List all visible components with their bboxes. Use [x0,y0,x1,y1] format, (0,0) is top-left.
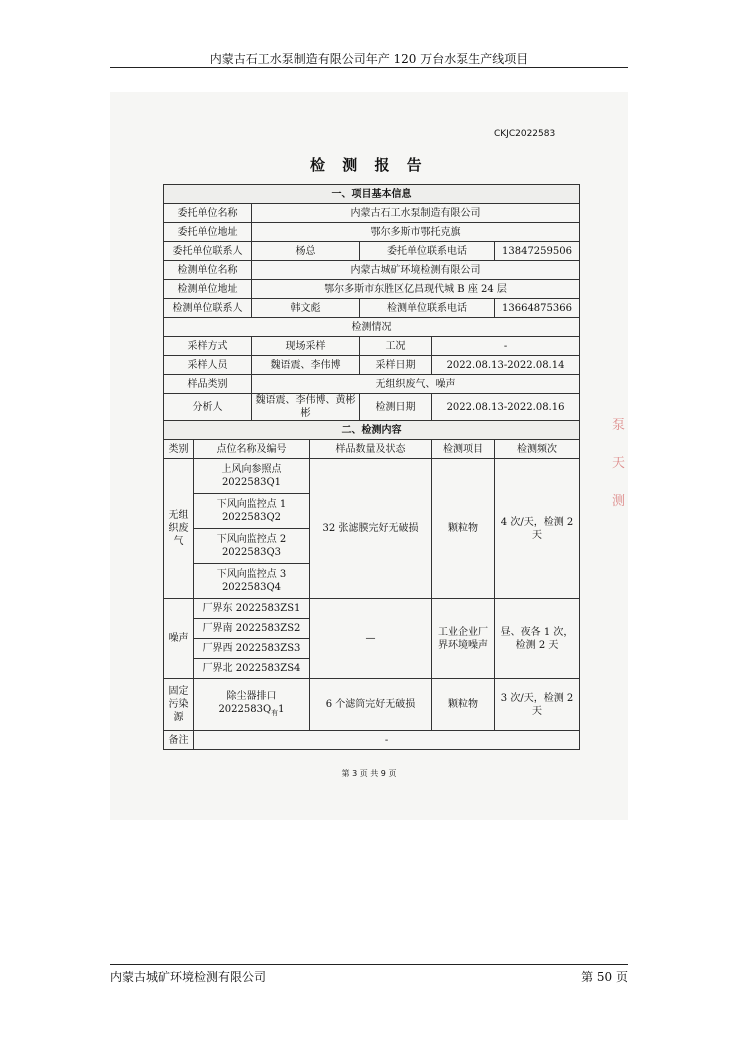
label: 检测单位名称 [164,261,252,280]
column-header: 类别 [164,440,194,459]
label: 委托单位地址 [164,223,252,242]
point-code-suffix: 1 [278,703,285,715]
value: - [432,337,580,356]
value: 韩文彪 [252,299,360,318]
value: 13847259506 [495,242,580,261]
label: 检测单位联系人 [164,299,252,318]
point-code: 2022583Q [218,703,272,715]
point: 厂界北 2022583ZS4 [194,659,310,679]
point-name: 除尘器排口 [226,690,277,702]
sample-qty: — [310,599,432,679]
column-header: 样品数量及状态 [310,440,432,459]
label: 委托单位联系人 [164,242,252,261]
test-frequency: 4 次/天，检测 2 天 [495,459,580,599]
report-id: CKJC2022583 [494,129,556,139]
section-basic-info: 一、项目基本信息 [164,185,580,204]
label: 工况 [360,337,432,356]
section-situation: 检测情况 [164,318,580,337]
point-code-subscript: 有 [271,708,279,717]
value: 内蒙古城矿环境检测有限公司 [252,261,580,280]
label: 检测单位地址 [164,280,252,299]
value: 2022.08.13-2022.08.16 [432,394,580,421]
point: 厂界东 2022583ZS1 [194,599,310,619]
header-divider [110,67,628,68]
category-noise: 噪声 [164,599,194,679]
point [194,679,310,731]
remark-label: 备注 [164,731,194,750]
footer-divider [110,964,628,965]
footer-page-number: 第 50 页 [581,970,628,984]
test-frequency: 昼、夜各 1 次，检测 2 天 [495,599,580,679]
label: 采样人员 [164,356,252,375]
footer-company: 内蒙古城矿环境检测有限公司 [110,970,267,984]
test-item: 颗粒物 [432,679,495,731]
value: 魏语震、李伟博 [252,356,360,375]
test-item: 工业企业厂界环境噪声 [432,599,495,679]
label: 检测单位联系电话 [360,299,495,318]
value: 2022.08.13-2022.08.14 [432,356,580,375]
point: 下风向监控点 3 2022583Q4 [194,564,310,599]
point: 厂界南 2022583ZS2 [194,619,310,639]
label: 委托单位名称 [164,204,252,223]
label: 采样日期 [360,356,432,375]
value: 鄂尔多斯市鄂托克旗 [252,223,580,242]
test-item: 颗粒物 [432,459,495,599]
value: 内蒙古石工水泵制造有限公司 [252,204,580,223]
label: 检测日期 [360,394,432,421]
category-fugitive: 无组织废气 [164,459,194,599]
report-page-number: 第 3 页 共 9 页 [341,769,397,778]
sample-qty: 6 个滤筒完好无破损 [310,679,432,731]
point: 下风向监控点 1 2022583Q2 [194,494,310,529]
remark-value: - [194,731,580,750]
value: 杨总 [252,242,360,261]
sample-qty: 32 张滤膜完好无破损 [310,459,432,599]
page-header: 内蒙古石工水泵制造有限公司年产 120 万台水泵生产线项目 [209,52,529,66]
column-header: 检测频次 [495,440,580,459]
stamp-char: 泵 [612,418,626,433]
stamp-char: 天 [612,456,626,471]
point: 上风向参照点 2022583Q1 [194,459,310,494]
column-header: 检测项目 [432,440,495,459]
value: 13664875366 [495,299,580,318]
column-header: 点位名称及编号 [194,440,310,459]
label: 分析人 [164,394,252,421]
value: 魏语震、李伟博、黄彬彬 [252,394,360,421]
point: 下风向监控点 2 2022583Q3 [194,529,310,564]
label: 委托单位联系电话 [360,242,495,261]
report-title: 检 测 报 告 [310,156,428,174]
label: 样品类别 [164,375,252,394]
value: 鄂尔多斯市东胜区亿昌现代城 B 座 24 层 [252,280,580,299]
value: 无组织废气、噪声 [252,375,580,394]
red-seal-stamp [612,418,632,528]
test-frequency: 3 次/天，检测 2 天 [495,679,580,731]
category-fixed-source: 固定污染源 [164,679,194,731]
stamp-char: 测 [612,494,626,509]
value: 现场采样 [252,337,360,356]
section-test-content: 二、检测内容 [164,421,580,440]
report-table [163,184,580,750]
label: 采样方式 [164,337,252,356]
point: 厂界西 2022583ZS3 [194,639,310,659]
